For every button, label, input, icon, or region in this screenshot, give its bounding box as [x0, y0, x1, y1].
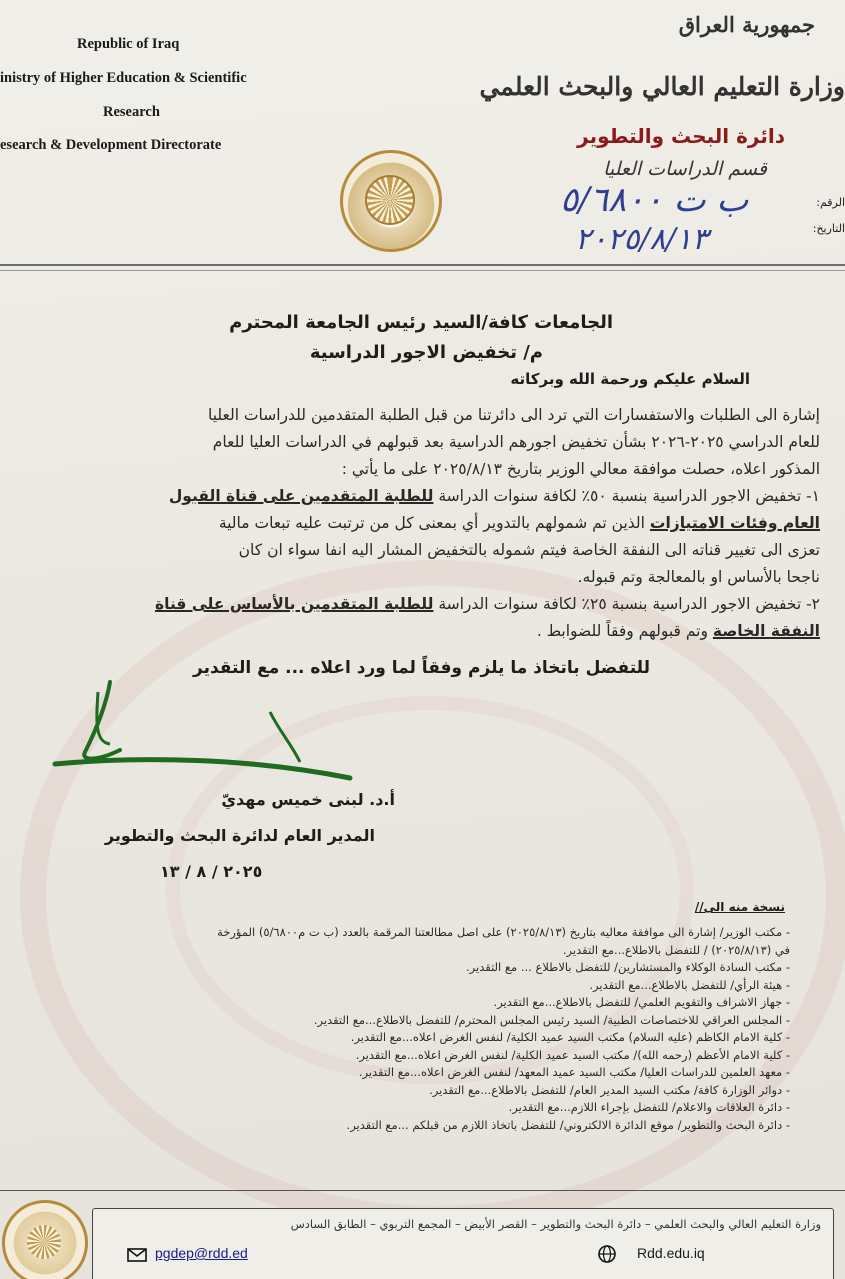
- footer-box: [92, 1208, 834, 1279]
- header-ar-directorate: دائرة البحث والتطوير: [577, 124, 785, 148]
- header-divider-thin: [0, 270, 845, 271]
- intro-line-3: المذكور اعلاه، حصلت موافقة معالي الوزير بتاريخ ٢٠٢٥/٨/١٣ على ما يأتي :: [341, 460, 820, 478]
- intro-line-2: للعام الدراسي ٢٠٢٥-٢٠٢٦ بشأن تخفيض اجورهم الدراسية بعد قبولهم في الدراسات العليا للعام: [212, 433, 820, 451]
- header-ar-ministry: وزارة التعليم العالي والبحث العلمي: [479, 72, 845, 101]
- copy-line: - دائرة العلاقات والاعلام/ للتفضل بإجراء اللازم...مع التقدير.: [508, 1100, 790, 1114]
- item-1-line-4: ناجحا بالأساس او بالمعالجة وتم قبوله.: [577, 568, 820, 586]
- copy-line: - دوائر الوزارة كافة/ مكتب السيد المدير العام/ للتفضل بالاطلاع...مع التقدير.: [429, 1082, 790, 1097]
- item-1-line-3: تعزى الى تغيير قناته الى النفقة الخاصة فيتم شموله بالتخفيض المشار اليه انفا سواء ان كان: [238, 541, 820, 559]
- date-label: التاريخ:: [812, 222, 845, 235]
- addressee: الجامعات كافة/السيد رئيس الجامعة المحترم: [229, 312, 613, 333]
- globe-icon: [597, 1244, 617, 1264]
- copy-line: - هيئة الرأي/ للتفضل بالاطلاع...مع التقدير.: [589, 977, 790, 992]
- header-ar-republic: جمهورية العراق: [678, 12, 815, 37]
- copy-line: - معهد العلمين للدراسات العليا/ مكتب السيد عميد المعهد/ لنفس الغرض اعلاه...مع التقدير.: [358, 1065, 790, 1079]
- header-en-line-2: inistry of Higher Education & Scientific: [0, 70, 247, 86]
- item-2-line-2: النفقة الخاصة وتم قبولهم وفقاً للضوابط .: [536, 622, 820, 640]
- date-handwritten: ٢٠٢٥/٨/١٣: [575, 222, 709, 257]
- ref-label: الرقم:: [816, 196, 845, 209]
- footer-divider: [0, 1190, 845, 1191]
- copy-line: - جهاز الاشراف والتقويم العلمي/ للتفضل بالاطلاع...مع التقدير.: [493, 995, 790, 1009]
- item-1-line-1: ١- تخفيض الاجور الدراسية بنسبة ٥٠٪ لكافة سنوات الدراسة للطلبة المتقدمين على قناة القبول: [168, 487, 820, 505]
- signer-title: المدير العام لدائرة البحث والتطوير: [104, 826, 375, 845]
- handwritten-signature: [50, 672, 360, 792]
- copies-title: نسخة منه الى//: [694, 900, 785, 914]
- copy-line: - كلية الامام الكاظم (عليه السلام) مكتب السيد عميد الكلية/ لنفس الغرض اعلاه...مع التقدير.: [350, 1030, 790, 1044]
- sign-date: ٢٠٢٥ / ٨ / ١٣: [160, 862, 263, 881]
- copy-line: - كلية الامام الأعظم (رحمه الله)/ مكتب السيد عميد الكلية/ لنفس الغرض اعلاه...مع التقدير.: [355, 1047, 790, 1062]
- ref-number-handwritten: ب ت ٥/٦٨٠٠: [560, 180, 749, 220]
- footer-website-link[interactable]: Rdd.edu.iq: [637, 1245, 705, 1261]
- footer-address: وزارة التعليم العالي والبحث العلمي – دائرة البحث والتطوير – القصر الأبيض – المجمع التربوي – الطابق السادس: [290, 1217, 821, 1231]
- greeting: السلام عليكم ورحمة الله وبركاته: [510, 370, 750, 388]
- copy-line: في (٢٠٢٥/٨/١٣) / للتفضل بالاطلاع...مع التقدير.: [562, 942, 790, 957]
- copy-line: - مكتب السادة الوكلاء والمستشارين/ للتفضل بالاطلاع ... مع التقدير.: [466, 960, 790, 974]
- item-1-line-2: العام وفئات الامتيازات الذين تم شمولهم بالتدوير أي بمعنى كل من ترتبت عليه تبعات مالية: [218, 514, 820, 532]
- letter-body: [40, 402, 820, 645]
- signer-name: أ.د. لبنى خميس مهديّ: [221, 790, 395, 809]
- copies-list: [30, 924, 790, 1134]
- copy-line: - مكتب الوزير/ إشارة الى موافقة معاليه بتاريخ (٢٠٢٥/٨/١٣) على اصل مطالعتنا المرقمة بالعدد (ب ت م٥/٦٨٠٠) المؤرخة: [217, 925, 790, 939]
- item-2-line-1: ٢- تخفيض الاجور الدراسية بنسبة ٢٥٪ لكافة سنوات الدراسة للطلبة المتقدمين بالأساس على قناة: [155, 595, 820, 613]
- copy-line: - المجلس العراقي للاختصاصات الطبية/ السيد رئيس المجلس المحترم/ للتفضل بالاطلاع...مع التقدير.: [313, 1012, 790, 1027]
- ministry-logo: [340, 150, 442, 252]
- envelope-icon: [127, 1247, 147, 1261]
- footer-seal: [2, 1200, 88, 1279]
- header-divider: [0, 264, 845, 266]
- subject: م/ تخفيض الاجور الدراسية: [309, 342, 543, 363]
- copy-line: - دائرة البحث والتطوير/ موقع الدائرة الالكتروني/ للتفضل باتخاذ اللازم من قبلكم ...مع التقدير.: [346, 1117, 790, 1132]
- closing-line: للتفضل باتخاذ ما يلزم وفقاً لما ورد اعلاه ... مع التقدير: [193, 658, 650, 678]
- footer-email-link[interactable]: pgdep@rdd.ed: [155, 1245, 248, 1261]
- header-en-line-4: esearch & Development Directorate: [0, 137, 222, 153]
- intro-line-1: إشارة الى الطلبات والاستفسارات التي ترد الى دائرتنا من قبل الطلبة المتقدمين للدراسات العليا: [207, 406, 820, 424]
- header-en-line-3: Research: [103, 104, 160, 120]
- header-en-line-1: Republic of Iraq: [77, 36, 180, 52]
- header-ar-section: قسم الدراسات العليا: [603, 158, 767, 180]
